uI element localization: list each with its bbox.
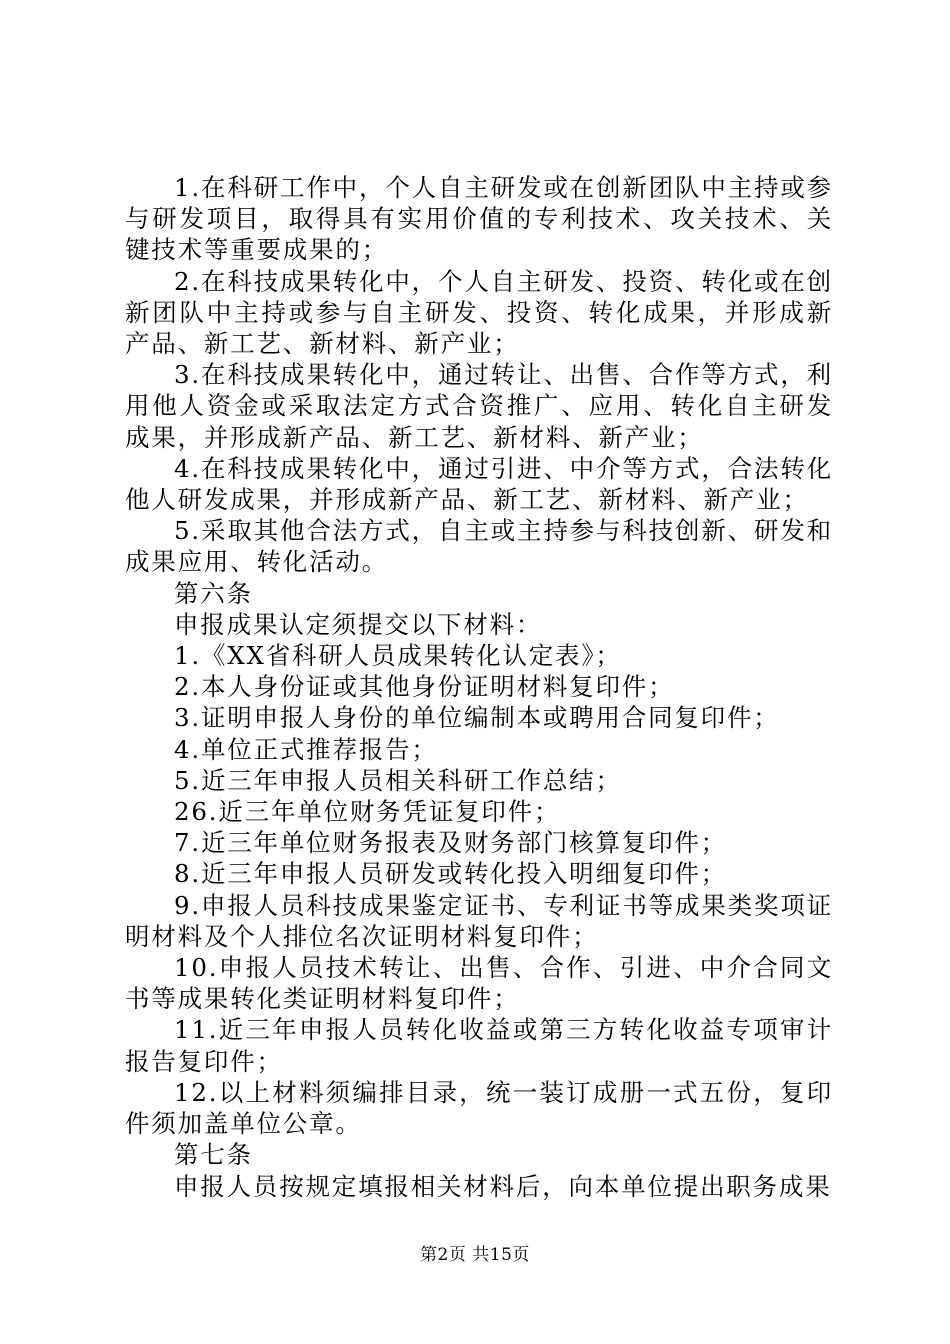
material-item-4: 4.单位正式推荐报告； [174, 734, 438, 764]
material-item-1: 1.《XX省科研人员成果转化认定表》； [174, 641, 622, 671]
paragraph-item-5: 5.采取其他合法方式，自主或主持参与科技创新、研发和成果应用、转化活动。 [125, 516, 833, 577]
document-body [125, 172, 833, 1202]
paragraph-item-2: 2.在科技成果转化中，个人自主研发、投资、转化或在创新团队中主持或参与自主研发、投资、转化成果，并形成新产品、新工艺、新材料、新产业； [125, 266, 833, 359]
paragraph-item-3: 3.在科技成果转化中，通过转让、出售、合作等方式，利用他人资金或采取法定方式合资推广、应用、转化自主研发成果，并形成新产品、新工艺、新材料、新产业； [125, 360, 833, 452]
material-item-11: 11.近三年申报人员转化收益或第三方转化收益专项审计报告复印件； [125, 1015, 833, 1076]
material-item-7: 7.近三年单位财务报表及财务部门核算复印件； [174, 828, 727, 858]
page-footer [0, 1240, 950, 1265]
material-item-6: 26.近三年单位财务凭证复印件； [174, 797, 561, 827]
article-heading-6: 第六条 [174, 578, 253, 608]
article-7-text: 申报人员按规定填报相关材料后，向本单位提出职务成果 [174, 1171, 832, 1201]
material-item-2: 2.本人身份证或其他身份证明材料复印件； [174, 672, 675, 702]
material-item-9: 9.申报人员科技成果鉴定证书、专利证书等成果类奖项证明材料及个人排位名次证明材料复印件； [125, 890, 833, 951]
article-heading-7: 第七条 [174, 1140, 253, 1170]
materials-intro: 申报成果认定须提交以下材料： [174, 609, 543, 639]
material-item-12: 12.以上材料须编排目录，统一装订成册一式五份，复印件须加盖单位公章。 [125, 1077, 833, 1139]
paragraph-item-4: 4.在科技成果转化中，通过引进、中介等方式，合法转化他人研发成果，并形成新产品、新工艺、新材料、新产业； [125, 453, 833, 515]
material-item-3: 3.证明申报人身份的单位编制本或聘用合同复印件； [174, 703, 780, 733]
paragraph-item-1: 1.在科研工作中，个人自主研发或在创新团队中主持或参与研发项目，取得具有实用价值的专利技术、攻关技术、关键技术等重要成果的； [125, 173, 833, 265]
material-item-8: 8.近三年申报人员研发或转化投入明细复印件； [174, 859, 727, 889]
page-number-label: 第2页 共15页 [420, 1245, 530, 1265]
material-item-10: 10.申报人员技术转让、出售、合作、引进、中介合同文书等成果转化类证明材料复印件； [125, 953, 833, 1014]
material-item-5: 5.近三年申报人员相关科研工作总结； [174, 765, 622, 795]
